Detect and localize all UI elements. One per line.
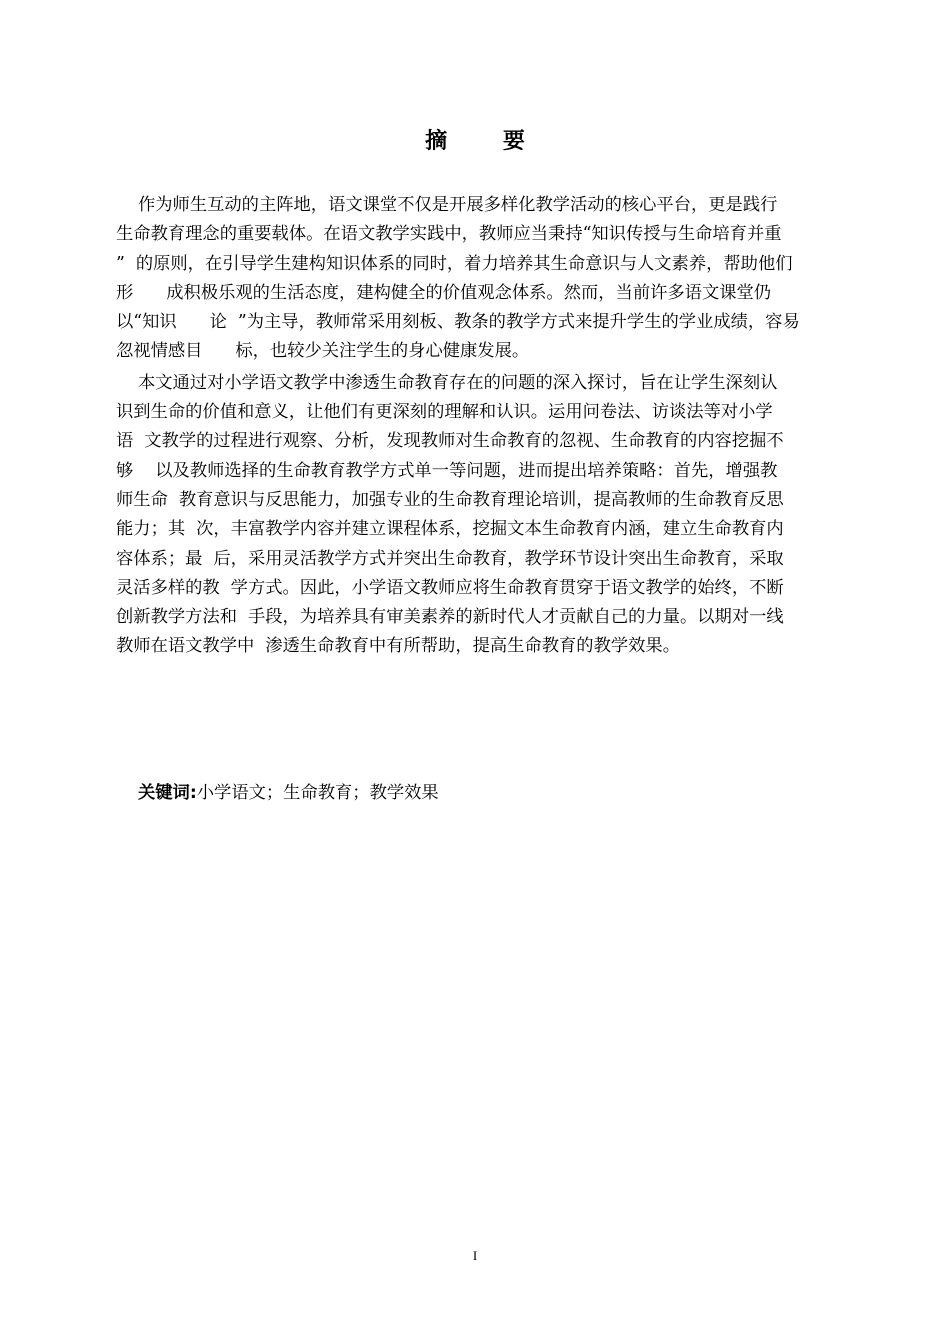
paragraph-line: 作为师生互动的主阵地，语文课堂不仅是开展多样化教学活动的核心平台，更是践行 — [116, 195, 778, 215]
keywords-text: 小学语文；生命教育；教学效果 — [196, 783, 439, 803]
paragraph-line: 本文通过对小学语文教学中渗透生命教育存在的问题的深入探讨，旨在让学生深刻认 — [116, 372, 778, 393]
abstract-title: 摘 要 — [425, 129, 549, 154]
paragraph-line: 师生命 教育意识与反思能力，加强专业的生命教育理论培训，提高教师的生命教育反思 — [116, 489, 784, 510]
keywords-label: 关键词: — [137, 783, 197, 803]
paragraph-line: 够 以及教师选择的生命教育教学方式单一等问题，进而提出培养策略：首先，增强教 — [116, 460, 778, 481]
paragraph-line: 生命教育理念的重要载体。在语文教学实践中，教师应当秉持“知识传授与生命培育并重 — [116, 224, 782, 245]
paragraph-line: 以“知识 论 ”为主导，教师常采用刻板、教条的教学方式来提升学生的学业成绩，容易 — [116, 312, 800, 333]
paragraph-2 — [116, 369, 872, 662]
paragraph-line: 创新教学方法和 手段，为培养具有审美素养的新时代人才贡献自己的力量。以期对一线 — [116, 607, 784, 628]
paragraph-line: 形 成积极乐观的生活态度，建构健全的价值观念体系。然而，当前许多语文课堂仍 — [116, 282, 772, 303]
paragraph-line: 识到生命的价值和意义，让他们有更深刻的理解和认识。运用问卷法、访谈法等对小学 — [116, 402, 773, 423]
paragraph-1 — [116, 191, 872, 367]
paragraph-line: ” 的原则，在引导学生建构知识体系的同时，着力培养其生命意识与人文素养，帮助他们 — [116, 253, 793, 274]
paragraph-line: 忽视情感目 标，也较少关注学生的身心健康发展。 — [116, 341, 530, 362]
paragraph-line: 语 文教学的过程进行观察、分析，发现教师对生命教育的忽视、生命教育的内容挖掘不 — [116, 431, 784, 452]
paragraph-line: 容体系；最 后，采用灵活教学方式并突出生命教育，教学环节设计突出生命教育，采取 — [116, 548, 784, 569]
keywords-line — [116, 750, 439, 837]
paragraph-line: 灵活多样的教 学方式。因此，小学语文教师应将生命教育贯穿于语文教学的始终，不断 — [116, 577, 784, 598]
paragraph-line: 教师在语文教学中 渗透生命教育中有所帮助，提高生命教育的教学效果。 — [116, 636, 680, 657]
abstract-body — [116, 191, 872, 662]
page-number: I — [472, 1248, 478, 1263]
paragraph-line: 能力；其 次，丰富教学内容并建立课程体系，挖掘文本生命教育内涵，建立生命教育内 — [116, 519, 784, 540]
